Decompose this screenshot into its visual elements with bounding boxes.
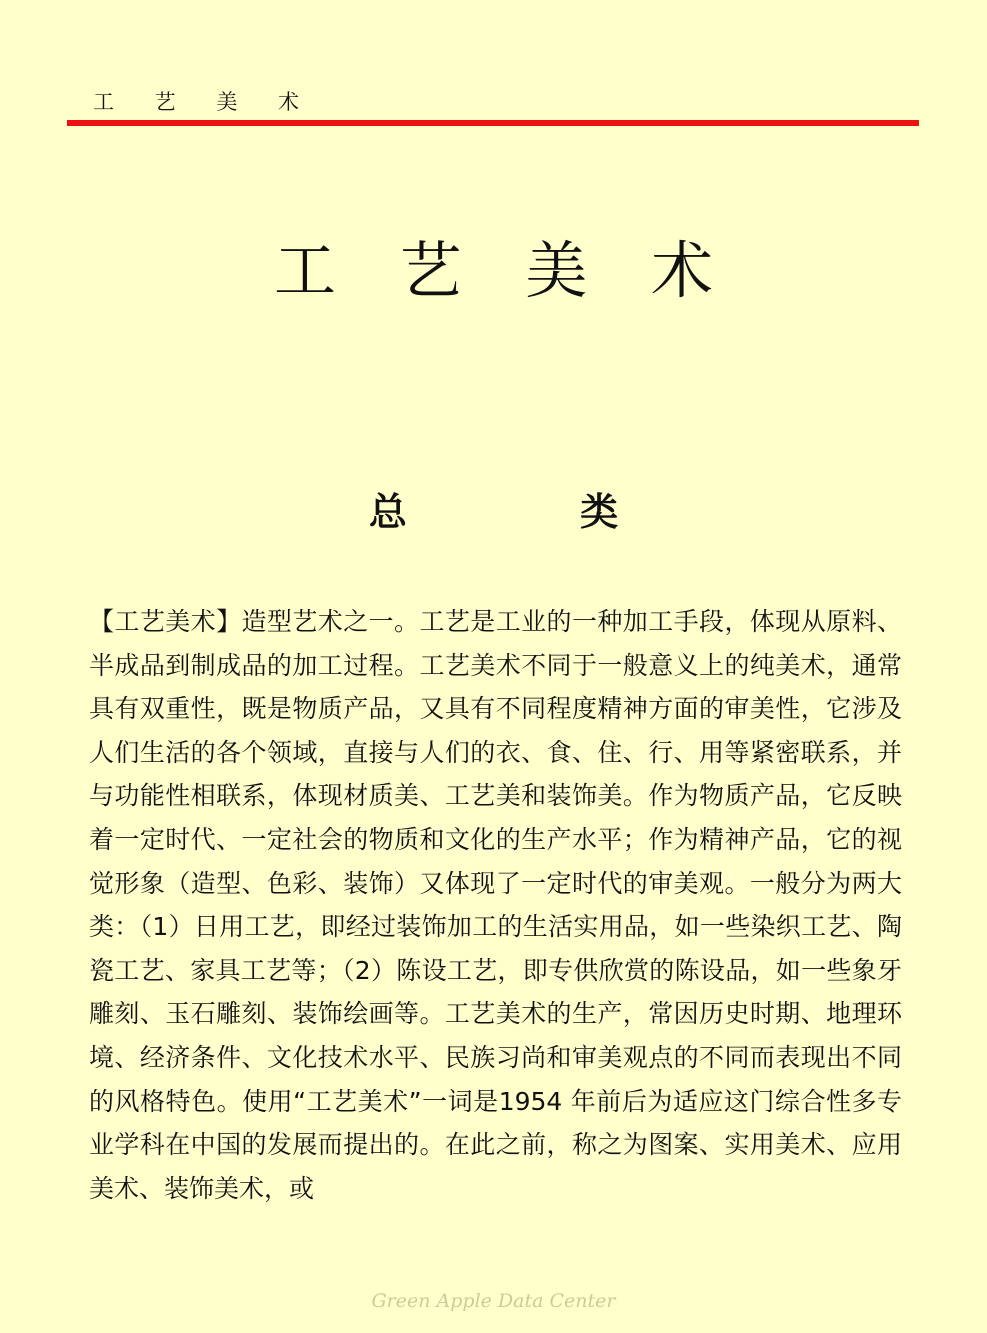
section-title: 总 类 xyxy=(368,490,699,534)
running-header: 工 艺 美 术 xyxy=(93,90,317,114)
watermark: Green Apple Data Center xyxy=(371,1290,616,1312)
entry-text: 【工艺美术】造型艺术之一。工艺是工业的一种加工手段，体现从原料、半成品到制成品的加工过程。工艺美术不同于一般意义上的纯美术，通常具有双重性，既是物质产品，又具有不同程度精神方面的审美性，它涉及人们生活的各个领域，直接与人们的衣、食、住、行、用等紧密联系，并与功能性相联系，体现材质美、工艺美和装饰美。作为物质产品，它反映着一定时代、一定社会的物质和文化的生产水平；作为精神产品，它的视觉形象（造型、色彩、装饰）又体现了一定时代的审美观。一般分为两大类：（1）日用工艺，即经过装饰加工的生活实用品，如一些染织工艺、陶瓷工艺、家具工艺等；（2）陈设工艺，即专供欣赏的陈设品，如一些象牙雕刻、玉石雕刻、装饰绘画等。工艺美术的生产，常因历史时期、地理环境、经济条件、文化技术水平、民族习尚和审美观点的不同而表现出不同的风格特色。使用“工艺美术”一词是1954 年前后为适应这门综合性多专业学科在中国的发展而提出的。在此之前，称之为图案、实用美术、应用美术、装饰美术，或 xyxy=(89,607,902,1203)
header-rule xyxy=(67,120,919,126)
page-title: 工 艺 美 术 xyxy=(273,234,736,307)
